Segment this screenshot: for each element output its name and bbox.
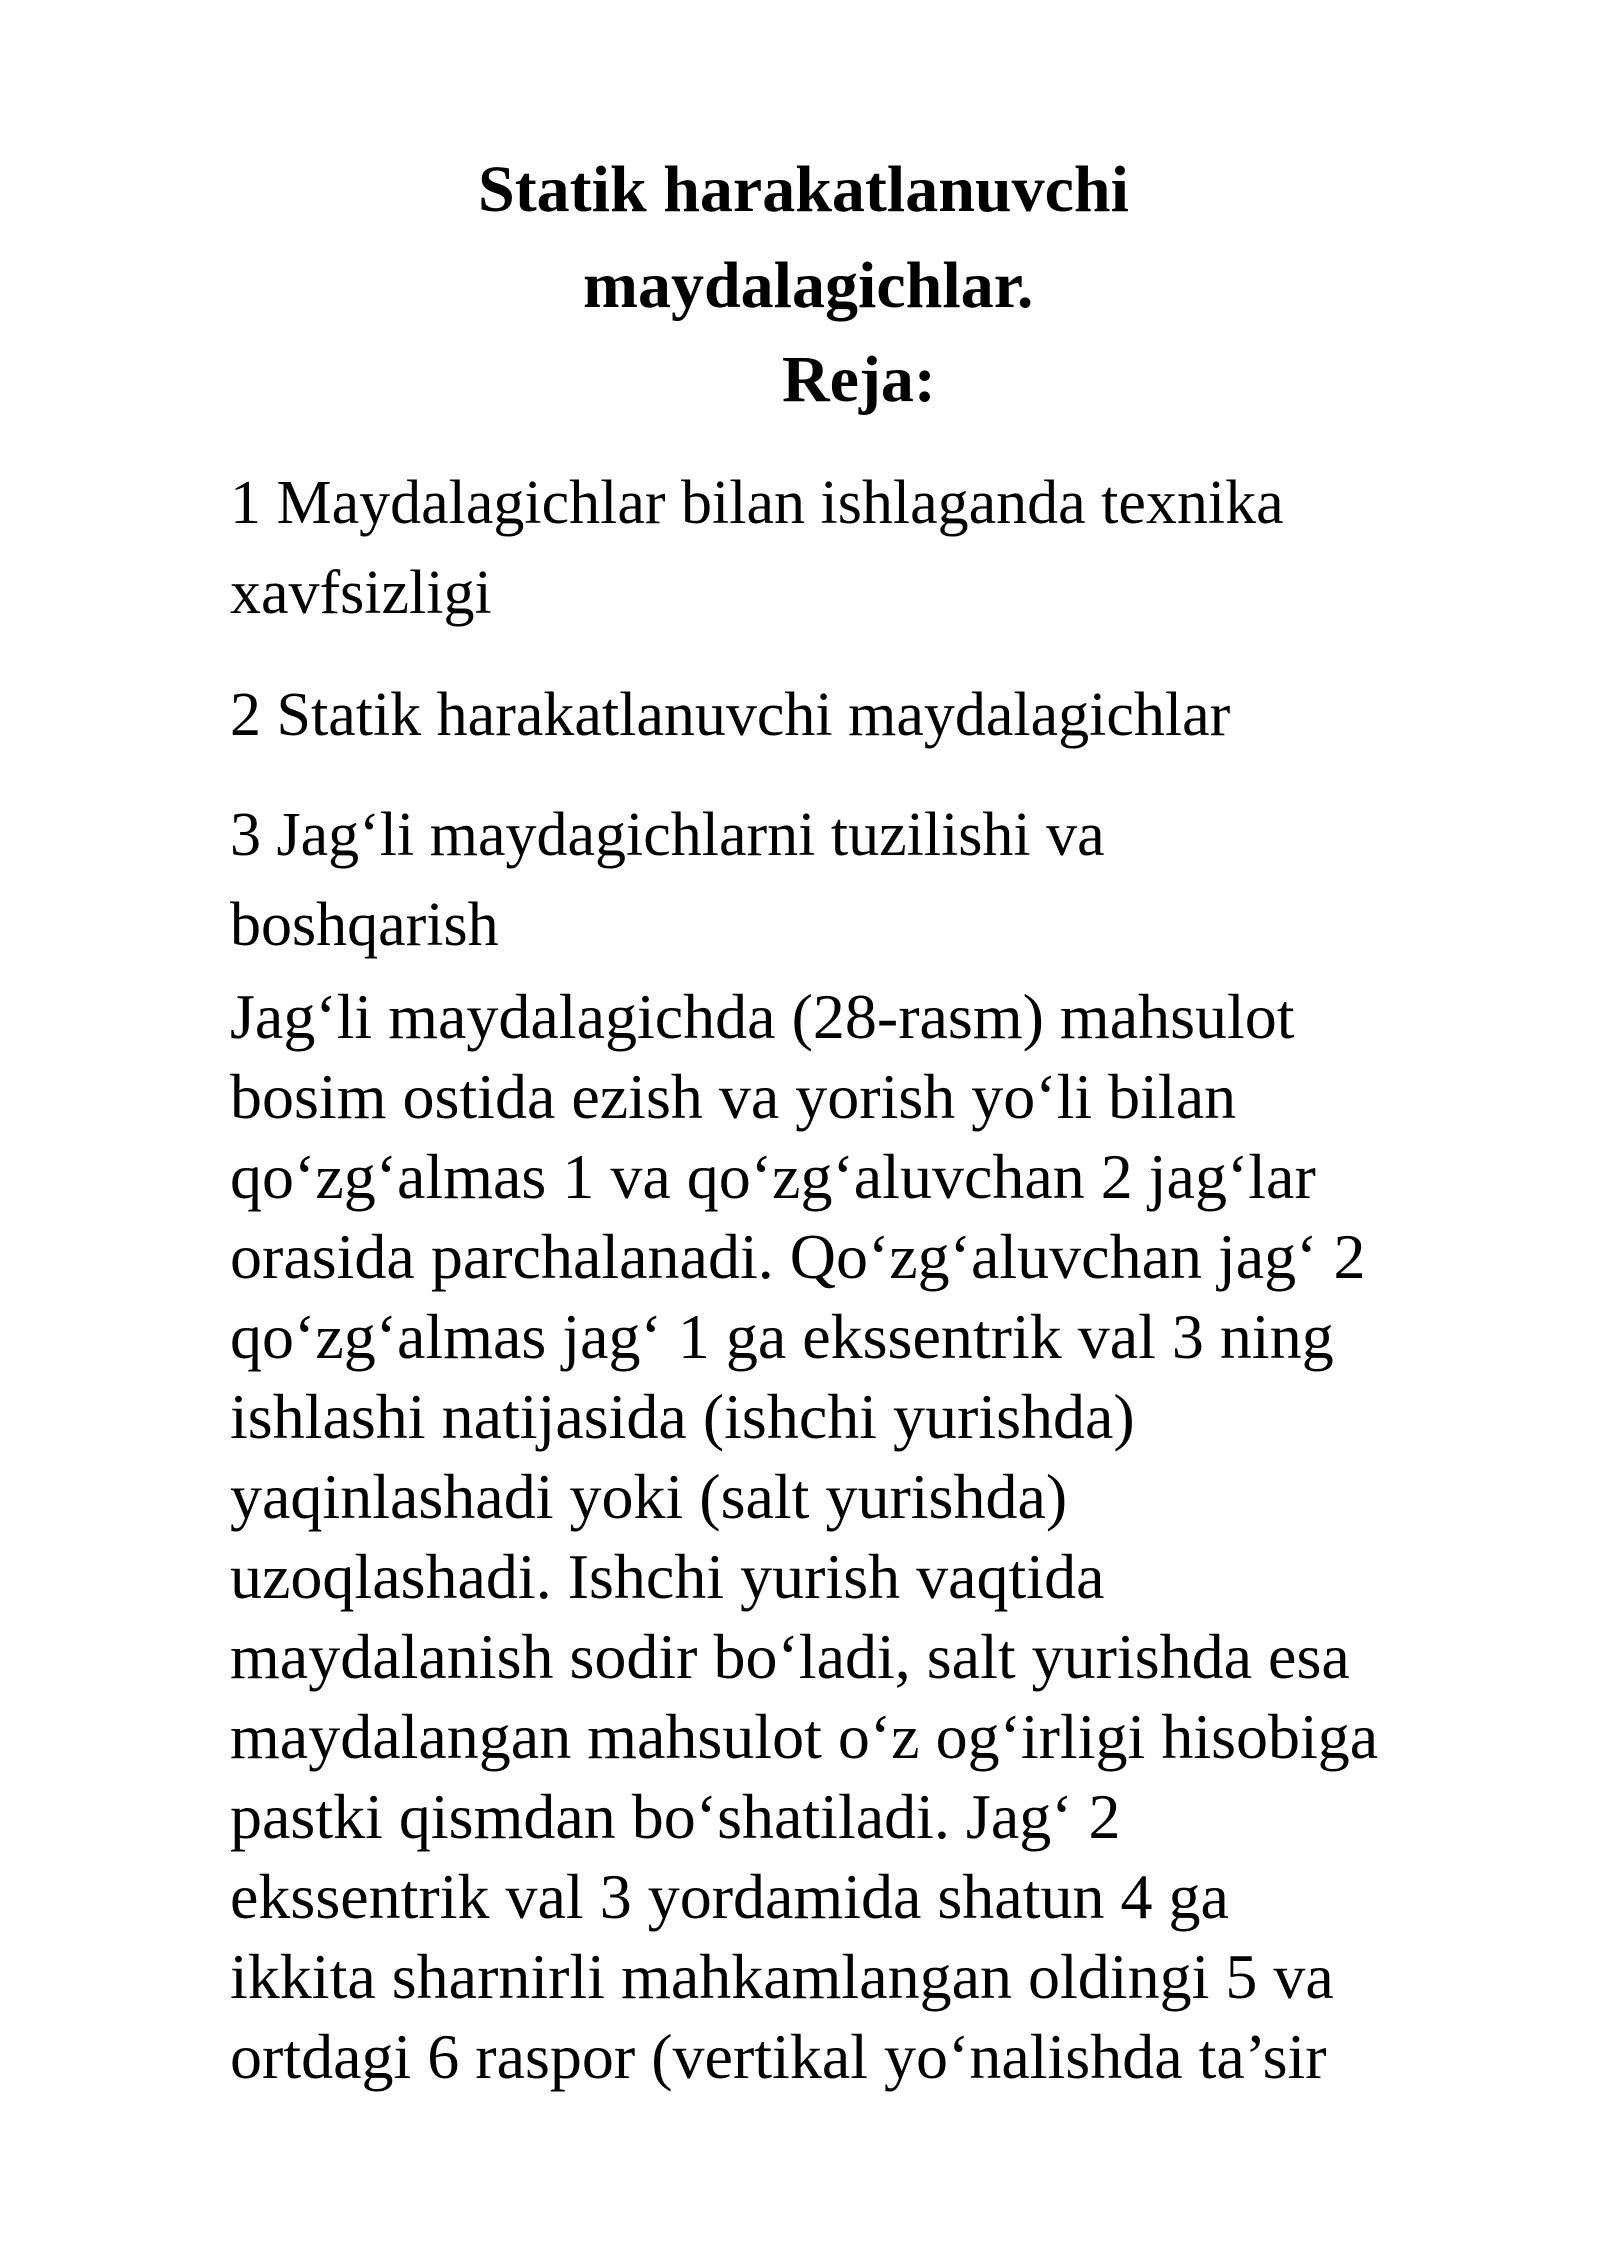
plan-heading: Reja: [782, 343, 936, 416]
body-line: pastki qismdan bo‘shatiladi. Jag‘ 2 [230, 1781, 1121, 1852]
body-line: Jag‘li maydalagichda (28-rasm) mahsulot [230, 981, 1295, 1052]
plan-item-1 [230, 458, 1530, 638]
body-line: bosim ostida ezish va yorish yo‘li bilan [230, 1061, 1237, 1132]
plan-item-3-line-1: 3 Jag‘li maydagichlarni tuzilishi va [230, 801, 1105, 869]
body-line: yaqinlashadi yoki (salt yurishda) [230, 1461, 1068, 1532]
body-line: uzoqlashadi. Ishchi yurish vaqtida [230, 1541, 1105, 1612]
body-paragraph [230, 977, 1530, 2097]
plan-item-1-line-1: 1 Maydalagichlar bilan ishlaganda texnika [230, 469, 1284, 537]
body-line: qo‘zg‘almas jag‘ 1 ga ekssentrik val 3 ning [230, 1301, 1334, 1372]
body-line: maydalanish sodir bo‘ladi, salt yurishda esa [230, 1621, 1350, 1692]
plan-item-2 [230, 670, 1530, 760]
title-line-1: Statik harakatlanuvchi [478, 153, 1129, 226]
body-line: qo‘zg‘almas 1 va qo‘zg‘aluvchan 2 jag‘lar [230, 1141, 1316, 1212]
body-line: ishlashi natijasida (ishchi yurishda) [230, 1381, 1135, 1452]
body-line: maydalangan mahsulot o‘z og‘irligi hisobiga [230, 1701, 1379, 1772]
plan-item-3-line-2: boshqarish [230, 891, 499, 959]
plan-item-1-line-2: xavfsizligi [230, 559, 492, 627]
plan-item-2-text: 2 Statik harakatlanuvchi maydalagichlar [230, 681, 1231, 749]
body-line: ikkita sharnirli mahkamlangan oldingi 5 va [230, 1941, 1334, 2012]
plan-item-3 [230, 790, 1530, 970]
title-line-2: maydalagichlar. [583, 249, 1034, 322]
body-line: orasida parchalanadi. Qo‘zg‘aluvchan jag‘ 2 [230, 1221, 1366, 1292]
body-line: ortdagi 6 raspor (vertikal yo‘nalishda ta’sir [230, 2021, 1327, 2092]
body-line: ekssentrik val 3 yordamida shatun 4 ga [230, 1861, 1229, 1932]
